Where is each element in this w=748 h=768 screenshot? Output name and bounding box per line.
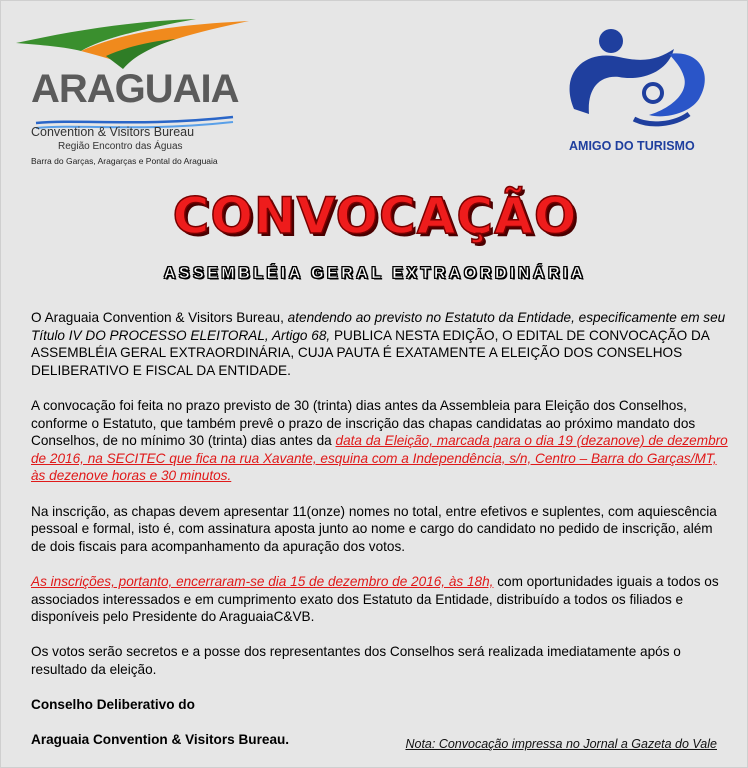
- brand-name: ARAGUAIA: [31, 67, 239, 111]
- paragraph-2-highlight: data da Eleição, marcada para o dia 19 (dezanove) de dezembro de 2016, na SECITEC que fica na rua Xavante, esquina com a Independência, s/n, Centro – Barra do Garças/MT, às dezenove horas e 30 minutos.: [31, 433, 728, 484]
- paragraph-1-rest: PUBLICA NESTA EDIÇÃO, O EDITAL DE CONVOCAÇÃO DA ASSEMBLÉIA GERAL EXTRAORDINÁRIA, CUJA PAUTA É EXATAMENTE A ELEIÇÃO DOS CONSELHOS DELIBERATIVO E FISCAL DA ENTIDADE.: [31, 327, 710, 378]
- paragraph-4-highlight: As inscrições, portanto, encerraram-se dia 15 de dezembro de 2016, às 18h,: [31, 573, 494, 589]
- brand-region: Região Encontro das Águas: [58, 141, 183, 152]
- page-subtitle: ASSEMBLÉIA GERAL EXTRAORDINÁRIA: [163, 265, 587, 282]
- amigo-do-turismo-logo: [549, 19, 729, 159]
- paragraph-4: [31, 573, 731, 626]
- paragraph-1: [31, 309, 731, 379]
- paragraph-2: [31, 397, 731, 485]
- signature-line-1: Conselho Deliberativo do: [31, 697, 195, 713]
- paragraph-4-text: com oportunidades iguais a todos os associados interessados e em cumprimento exato dos Estatuto da Entidade, distribuído a todos os filiados e disponíveis pelo Presidente do AraguaiaC&VB.: [31, 573, 719, 625]
- tourism-figures-icon: [549, 19, 729, 139]
- brand-subtitle: Convention & Visitors Bureau: [31, 125, 195, 139]
- brand-cities: Barra do Garças, Aragarças e Pontal do Araguaia: [31, 156, 218, 166]
- amigo-do-turismo-label: AMIGO DO TURISMO: [569, 139, 695, 153]
- paragraph-2-text: A convocação foi feita no prazo previsto de 30 (trinta) dias antes da Assembleia para Eleição dos Conselhos, conforme o Estatuto, que também prevê o prazo de inscrição das chapas candidatas ao próximo mandato dos Conselhos, de no mínimo 30 (trinta) dias antes da: [31, 397, 696, 449]
- paragraph-3: Na inscrição, as chapas devem apresentar 11(onze) nomes no total, entre efetivos e suplentes, com aquiescência pessoal e formal, isto é, com assinatura aposta junto ao nome e cargo do candidato no pedido de inscrição, além de dois fiscais para acompanhamento da apuração dos votos.: [31, 503, 717, 554]
- paragraph-1-intro: O Araguaia Convention & Visitors Bureau,: [31, 310, 288, 325]
- paragraph-1-italic: atendendo ao previsto no Estatuto da Entidade, especificamente em seu Título IV DO PROCESSO ELEITORAL, Artigo 68,: [31, 310, 726, 343]
- page-title: CONVOCAÇÃO: [172, 187, 578, 245]
- signature-line-2: Araguaia Convention & Visitors Bureau.: [31, 732, 290, 748]
- document-body: [31, 309, 731, 766]
- print-note: Nota: Convocação impressa no Jornal a Gazeta do Vale: [405, 737, 717, 751]
- paragraph-5: Os votos serão secretos e a posse dos representantes dos Conselhos será realizada imediatamente após o resultado da eleição.: [31, 644, 681, 677]
